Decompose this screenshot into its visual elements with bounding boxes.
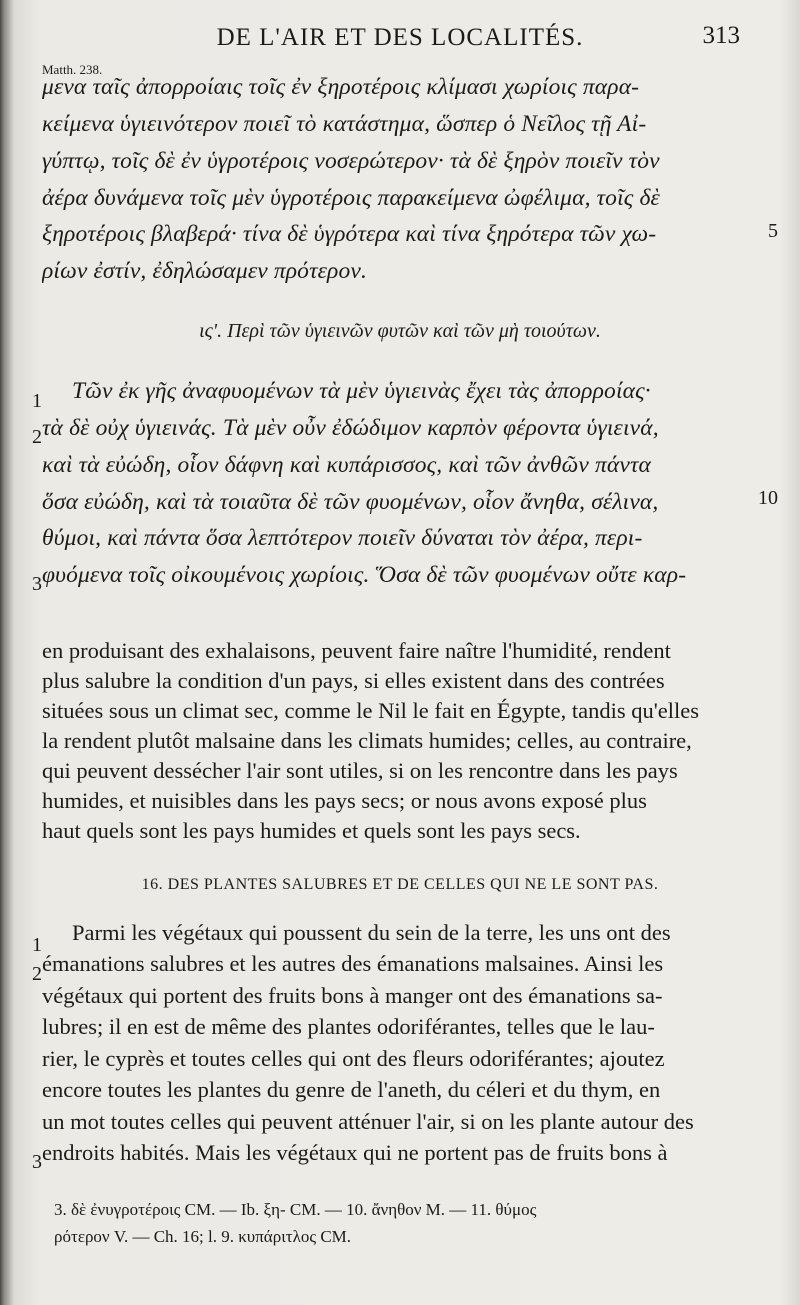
french-text-line: lubres; il en est de même des plantes odoriférantes, telles que le lau- — [42, 1014, 655, 1039]
french-text-line: rier, le cyprès et toutes celles qui ont des fleurs odoriférantes; ajoutez — [42, 1046, 665, 1071]
greek-text-line: τὰ δὲ οὐχ ὑγιεινάς. Τὰ μὲν οὖν ἐδώδιμον καρπὸν φέροντα ὑγιεινά, — [42, 415, 659, 441]
greek-sentence-number: 3 — [32, 573, 42, 595]
french-sentence-number: 2 — [32, 963, 42, 985]
french-text-line: émanations salubres et les autres des émanations malsaines. Ainsi les — [42, 951, 664, 976]
greek-text-line: γύπτῳ, τοῖς δὲ ἐν ὑγροτέροις νοσερώτερον· τὰ δὲ ξηρὸν ποιεῖν τὸν — [42, 148, 660, 174]
page-number: 313 — [702, 22, 740, 49]
french-text-line: humides, et nuisibles dans les pays secs; or nous avons exposé plus — [42, 788, 647, 813]
french-text-line: endroits habités. Mais les végétaux qui ne portent pas de fruits bons à — [42, 1140, 668, 1165]
greek-text-line: καὶ τὰ εὐώδη, οἷον δάφνη καὶ κυπάρισσος, καὶ τῶν ἀνθῶν πάντα — [42, 452, 652, 478]
french-text-line: haut quels sont les pays humides et quels sont les pays secs. — [42, 818, 581, 843]
footnote-line: ρότερον V. — Ch. 16; l. 9. κυπάριτλος CM. — [54, 1227, 352, 1246]
greek-text-line: κείμενα ὑγιεινότερον ποιεῖ τὸ κατάστημα, ὥσπερ ὁ Νεῖλος τῇ Αἰ- — [42, 111, 647, 137]
marginal-reference: Matth. 238. — [42, 62, 103, 77]
greek-text-line: ξηροτέροις βλαβερά· τίνα δὲ ὑγρότερα καὶ τίνα ξηρότερα τῶν χω- — [42, 221, 657, 247]
french-text-line: végétaux qui portent des fruits bons à manger ont des émanations sa- — [42, 983, 663, 1008]
greek-sentence-number: 2 — [32, 426, 42, 448]
greek-text-line: φυόμενα τοῖς οἰκουμένοις χωρίοις. Ὅσα δὲ τῶν φυομένων οὔτε καρ- — [42, 562, 687, 588]
french-section-heading: 16. DES PLANTES SALUBRES ET DE CELLES QUI NE LE SONT PAS. — [141, 876, 659, 893]
greek-text-line: ὅσα εὐώδη, καὶ τὰ τοιαῦτα δὲ τῶν φυομένων, οἷον ἄνηθα, σέλινα, — [42, 489, 659, 515]
french-text-line: la rendent plutôt malsaine dans les climats humides; celles, au contraire, — [42, 728, 692, 753]
footnote-line: 3. δὲ ἐνυγροτέροις CM. — Ib. ξη- CM. — 10. ἄνηθον M. — 11. θύμος — [54, 1200, 537, 1219]
greek-text-line: μενα ταῖς ἀπορροίαις τοῖς ἐν ξηροτέροις κλίμασι χωρίοις παρα- — [42, 74, 640, 100]
greek-section-heading: ις'. Περὶ τῶν ὑγιεινῶν φυτῶν καὶ τῶν μὴ τοιούτων. — [199, 320, 601, 342]
line-number-5: 5 — [768, 220, 778, 242]
french-text-line: Parmi les végétaux qui poussent du sein de la terre, les uns ont des — [72, 920, 671, 945]
french-sentence-number: 3 — [32, 1151, 42, 1173]
french-text-line: qui peuvent dessécher l'air sont utiles, si on les rencontre dans les pays — [42, 758, 678, 783]
french-text-line: plus salubre la condition d'un pays, si elles existent dans des contrées — [42, 668, 665, 693]
greek-text-line: ρίων ἐστίν, ἐδηλώσαμεν πρότερον. — [42, 258, 367, 284]
greek-text-line: θύμοι, καὶ πάντα ὅσα λεπτότερον ποιεῖν δύναται τὸν ἀέρα, περι- — [42, 525, 643, 551]
greek-sentence-number: 1 — [32, 390, 42, 412]
running-header-title: DE L'AIR ET DES LOCALITÉS. — [216, 24, 584, 51]
french-sentence-number: 1 — [32, 934, 42, 956]
greek-text-line: Τῶν ἐκ γῆς ἀναφυομένων τὰ μὲν ὑγιεινὰς ἔχει τὰς ἀπορροίας· — [72, 378, 651, 404]
french-text-line: un mot toutes celles qui peuvent atténuer l'air, si on les plante autour des — [42, 1109, 694, 1134]
french-text-line: encore toutes les plantes du genre de l'aneth, du céleri et du thym, en — [42, 1077, 661, 1102]
french-text-line: situées sous un climat sec, comme le Nil le fait en Égypte, tandis qu'elles — [42, 698, 700, 723]
french-text-line: en produisant des exhalaisons, peuvent faire naître l'humidité, rendent — [42, 638, 671, 663]
line-number-10: 10 — [758, 487, 778, 509]
greek-text-line: ἀέρα δυνάμενα τοῖς μὲν ὑγροτέροις παρακείμενα ὠφέλιμα, τοῖς δὲ — [42, 185, 660, 211]
